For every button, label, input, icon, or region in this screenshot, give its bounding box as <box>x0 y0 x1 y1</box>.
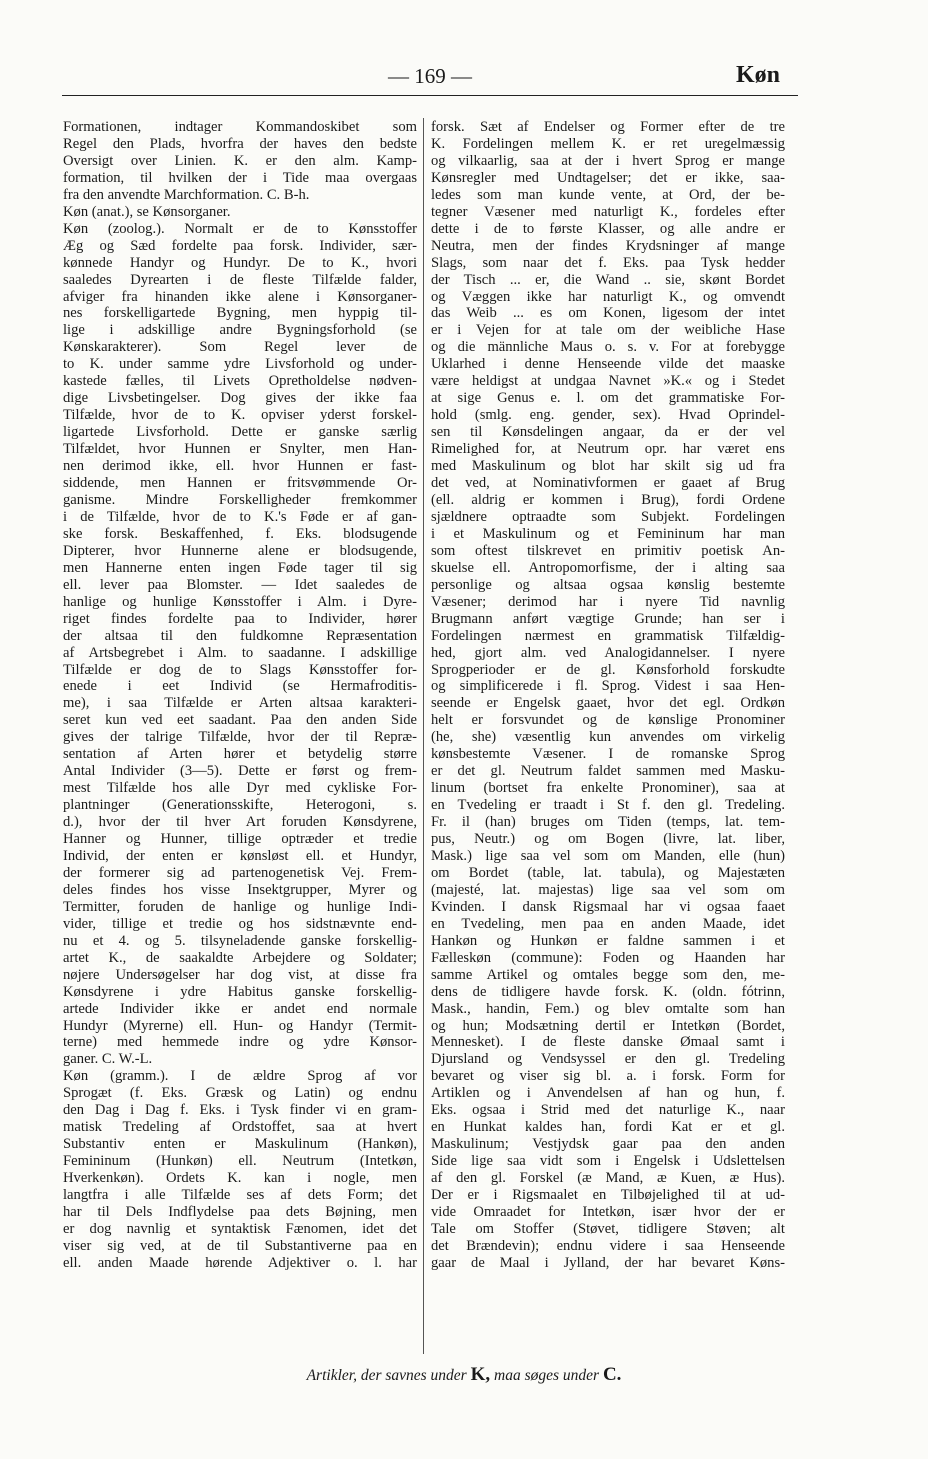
text-line: Kønsregler med Undtagelser; det er ikke, saa- <box>431 169 785 186</box>
text-line: (majesté, lat. majestas) lige saa vel som om <box>431 881 785 898</box>
text-line: ske forsk. Beskaffenhed, f. Eks. blodsugende <box>63 525 417 542</box>
text-line: kastede fælles, til Livets Opretholdelse nødven- <box>63 373 417 390</box>
text-line: dens de tidligere havde forsk. K. (oldn. fótrinn, <box>431 983 785 1000</box>
text-line: den Dag i Dag f. Eks. i Tysk finder vi en gram- <box>63 1102 417 1119</box>
text-line: sen til Kønsdelingen angaar, da er der vel <box>431 424 785 441</box>
text-line: gives der talrige Tilfælde, hvor der til Repræ- <box>63 729 417 746</box>
text-line: Kvinden. I dansk Rigsmaal har vi ogsaa faaet <box>431 898 785 915</box>
footer-letter-k: K, <box>470 1364 491 1385</box>
text-line: viser sig ved, at de til Substantiverne paa en <box>63 1237 417 1254</box>
text-line: Substantiv enten er Maskulinum (Hankøn), <box>63 1136 417 1153</box>
text-line: Djursland og Vendsyssel er den gl. Tredeling <box>431 1051 785 1068</box>
text-line: Mennesket). I de fleste danske Ømaal samt i <box>431 1034 785 1051</box>
text-line: Tilfælde, hvor de to K. opviser yderst forskel- <box>63 407 417 424</box>
text-line: to K. under samme ydre Livsforhold og under- <box>63 356 417 373</box>
text-line: Kønsdyrene i ydre Habitus ganske forskellig- <box>63 983 417 1000</box>
text-line: det Brændevin); endnu videre i saa Henseende <box>431 1237 785 1254</box>
text-line: Der er i Rigsmaalet en Tilbøjelighed til at ud- <box>431 1187 785 1204</box>
text-line: hold (smlg. eng. gender, sex). Hvad Oprindel- <box>431 407 785 424</box>
text-line: nes forskelligartede Bygning, men hyppig til- <box>63 305 417 322</box>
text-line: nøjere Undersøgelser har dog vist, at disse fra <box>63 966 417 983</box>
text-line: af Artsbegrebet i Alm. to saadanne. I adskillige <box>63 644 417 661</box>
text-line: om Bordet (table, lat. tabula), og Majestæten <box>431 864 785 881</box>
text-line: plantninger (Generationsskifte, Heterogoni, s. <box>63 797 417 814</box>
footer-letter-c: C. <box>602 1364 622 1385</box>
text-line: sjældnere optraadte som Subjekt. Fordelingen <box>431 508 785 525</box>
text-line: ell. anden Maade hørende Adjektiver o. l. har <box>63 1254 417 1271</box>
text-line: ell. lever paa Blomster. — Idet saaledes de <box>63 576 417 593</box>
text-line: er det gl. Neutrum faldet sammen med Masku- <box>431 763 785 780</box>
text-line: Antal Individer (3—5). Dette er først og frem- <box>63 763 417 780</box>
text-line: hed, gjort alm. ved Analogidannelser. I nyere <box>431 644 785 661</box>
text-line: Væsener; derimod har i nyere Tid navnlig <box>431 593 785 610</box>
text-line: linum (bortset fra enkelte Pronominer), saa at <box>431 780 785 797</box>
text-line: samme Artikel og omtales begge som den, me- <box>431 966 785 983</box>
text-line: ganer. C. W.-L. <box>63 1051 153 1068</box>
text-line: en Tvedeling er traadt i St f. den gl. Tredeling. <box>431 797 785 814</box>
text-line: Kønskarakterer). Som Regel lever de <box>63 339 417 356</box>
text-line: ligartede Livsforhold. Dette er ganske særlig <box>63 424 417 441</box>
text-line: Dipterer, hvor Hunnerne alene er blodsugende, <box>63 542 417 559</box>
text-line: dette i de to første Klasser, og alle andre er <box>431 220 785 237</box>
text-line: Hanner og Hunner, tillige optræder et tredie <box>63 831 417 848</box>
text-line: tegner Væsener med naturligt K., fordeles efter <box>431 203 785 220</box>
text-line: nen derimod ikke, ell. hvor Hunnen er fast- <box>63 458 417 475</box>
text-line: Tilfælde er dog de to Slags Kønsstoffer for- <box>63 661 417 678</box>
text-line: mest Tilfælde hos alle Dyr med cykliske For- <box>63 780 417 797</box>
text-line: formation, til hvilken der i Tide maa overgaas <box>63 169 417 186</box>
text-line: ledes som man kunde vente, at Ord, der be- <box>431 186 785 203</box>
text-line: Uklarhed i denne Henseende vilde det maaske <box>431 356 785 373</box>
text-line: helt er forsvundet og de kønslige Pronominer <box>431 712 785 729</box>
text-line: Rimelighed for, at Neutrum opr. har været ens <box>431 441 785 458</box>
text-line: Køn (anat.), se Kønsorganer. <box>63 203 231 220</box>
text-line: en Tvedeling, men paa en anden Maade, idet <box>431 915 785 932</box>
text-line: Sprogperioder er de gl. Kønsforhold forskudte <box>431 661 785 678</box>
text-line: Æg og Sæd fordelte paa forsk. Individer, sær- <box>63 237 417 254</box>
text-line: terne) med hemmede indre og ydre Kønsor- <box>63 1034 417 1051</box>
text-line: at sige Genus e. l. om det grammatiske For- <box>431 390 785 407</box>
text-line: saaledes Dyrearten i de fleste Tilfælde falder, <box>63 271 417 288</box>
page-header <box>62 62 798 94</box>
text-line: i de Tilfælde, hvor de to K.'s Føde er af gan- <box>63 508 417 525</box>
text-line: Hankøn og Hunkøn er faldne sammen i et <box>431 932 785 949</box>
text-line: deles findes hos visse Insektgrupper, Myrer og <box>63 881 417 898</box>
footer-note <box>0 1364 928 1386</box>
text-line: Tilfældet, hvor Hunnen er Snylter, men Han- <box>63 441 417 458</box>
page-number: — 169 — <box>388 64 472 88</box>
text-line: vide Omraadet for Intetkøn, især hvor der er <box>431 1204 785 1220</box>
text-line: har til Dels Indflydelse paa dets Bøjning, men <box>63 1204 417 1220</box>
text-line: Regel den Plads, hvorfra der haves den bedste <box>63 135 417 152</box>
text-line: d.), hvor der til hver Art foruden Kønsdyrene, <box>63 814 417 831</box>
text-line: Sprogæt (f. Eks. Græsk og Latin) og endnu <box>63 1085 417 1102</box>
text-line: Oversigt over Linien. K. er den alm. Kamp- <box>63 152 417 169</box>
footer-text-2: maa søges under <box>494 1367 600 1384</box>
left-column <box>63 119 417 1349</box>
text-line: Køn (zoolog.). Normalt er de to Kønsstoffer <box>63 220 417 237</box>
text-line: der altsaa til den fuldkomne Repræsentation <box>63 627 417 644</box>
text-line: seende er Engelsk gaaet, hvor det egl. Ordkøn <box>431 695 785 712</box>
text-line: K. Fordelingen mellem K. er ret uregelmæssig <box>431 135 785 152</box>
text-line: artede Individer ikke er andet end normale <box>63 1000 417 1017</box>
footer-text-1: Artikler, der savnes under <box>306 1367 467 1384</box>
text-line: men Hannerne enten ingen Føde tager til sig <box>63 559 417 576</box>
text-line: (he, she) væsentlig kun anvendes om virkelig <box>431 729 785 746</box>
text-line: Fordelingen nærmest en grammatisk Tilfældig- <box>431 627 785 644</box>
right-column <box>431 119 785 1349</box>
text-line: forsk. Sæt af Endelser og Former efter de tre <box>431 119 785 135</box>
text-line: der Tisch ... er, die Wand .. sie, skønt Bordet <box>431 271 785 288</box>
text-line: Neutra, men der findes Krydsninger af mange <box>431 237 785 254</box>
text-line: Side lige saa vidt som i Engelsk i Udslettelsen <box>431 1153 785 1170</box>
text-line: sentation af Arten hører et betydelig større <box>63 746 417 763</box>
text-line: Mask., handin, Fem.) og blev omtalte som han <box>431 1000 785 1017</box>
text-line: nu et 4. og 5. tilsyneladende ganske forskellig- <box>63 932 417 949</box>
column-divider <box>423 118 424 1354</box>
text-line: siddende, men Hannen er fritsvømmende Or- <box>63 475 417 492</box>
text-line: (ell. aldrig er kommen i Brug), fordi Ordene <box>431 491 785 508</box>
text-line: Individ, der enten er kønsløst ell. et Hundyr, <box>63 847 417 864</box>
text-line: langtfra i alle Tilfælde ses af dets Form; det <box>63 1187 417 1204</box>
header-rule <box>62 95 798 96</box>
text-line: matisk Tredeling af Ordstoffet, saa at hvert <box>63 1119 417 1136</box>
text-line: Maskulinum; Vestjydsk gaar paa den anden <box>431 1136 785 1153</box>
text-line: der formerer sig ad partenogenetisk Vej. Frem- <box>63 864 417 881</box>
text-line: Termitter, foruden de hanlige og hunlige Indi- <box>63 898 417 915</box>
text-line: og hun; Modsætning dertil er Intetkøn (Bordet, <box>431 1017 785 1034</box>
text-line: fra den anvendte Marchformation. C. B-h. <box>63 186 310 203</box>
text-line: enede i eet Individ (se Hermafroditis- <box>63 678 417 695</box>
text-line: være heldigst at undgaa Navnet »K.« og i Stedet <box>431 373 785 390</box>
text-line: Fælleskøn (commune): Foden og Haanden har <box>431 949 785 966</box>
text-line: Tale om Stoffer (Støvet, tidligere Støven; alt <box>431 1220 785 1237</box>
text-line: Artiklen og i Anvendelsen af han og hun, f. <box>431 1085 785 1102</box>
text-line: er i Vejen for at tale om der weibliche Hase <box>431 322 785 339</box>
text-line: en Hunkat kaldes han, fordi Kat er et gl. <box>431 1119 785 1136</box>
text-line: artet K., de saakaldte Arbejdere og Soldater; <box>63 949 417 966</box>
text-line: dige Livsbetingelser. Dog gives der ikke faa <box>63 390 417 407</box>
text-line: Femininum (Hunkøn) ell. Neutrum (Intetkøn, <box>63 1153 417 1170</box>
text-line: Formationen, indtager Kommandoskibet som <box>63 119 417 135</box>
text-line: lige i adskillige andre Bygningsforhold (se <box>63 322 417 339</box>
text-line: skuelse ell. Antropomorfisme, der i alting saa <box>431 559 785 576</box>
text-line: vider, tillige et tredie og hos sidstnævnte end- <box>63 915 417 932</box>
text-line: Mask.) lige saa vel som om Manden, elle (hun) <box>431 847 785 864</box>
text-line: bevaret og viser sig bl. a. i forsk. Form for <box>431 1068 785 1085</box>
text-line: som oftest tilskrevet en primitiv poetisk An- <box>431 542 785 559</box>
text-line: riget findes fordelte paa to Individer, hører <box>63 610 417 627</box>
text-line: afviger fra hinanden ikke alene i Kønsorganer- <box>63 288 417 305</box>
text-line: pus, Neutr.) og om Bogen (livre, lat. liber, <box>431 831 785 848</box>
text-line: me), i saa Tilfælde er Arten altsaa karakteri- <box>63 695 417 712</box>
text-line: og simplificerede i fl. Sprog. Videst i saa Hen- <box>431 678 785 695</box>
text-line: Hverkenkøn). Ordets K. kan i nogle, men <box>63 1170 417 1187</box>
text-line: Eks. ogsaa i Strid med det naturlige K., naar <box>431 1102 785 1119</box>
text-line: seret kun ved eet saadant. Paa den anden Side <box>63 712 417 729</box>
text-line: Hundyr (Myrerne) ell. Hun- og Handyr (Termit- <box>63 1017 417 1034</box>
running-headword: Køn <box>735 62 780 88</box>
text-line: gaar de Maal i Jylland, der har bevaret Køns- <box>431 1254 785 1271</box>
text-line: Brugmann anført vægtige Grunde; han ser i <box>431 610 785 627</box>
text-line: og vilkaarlig, saa at der i hvert Sprog er mange <box>431 152 785 169</box>
text-line: Slags, som naar det f. Eks. paa Tysk hedder <box>431 254 785 271</box>
text-line: med Maskulinum og blot har skilt sig ud fra <box>431 458 785 475</box>
text-line: og die männliche Maus o. s. v. For at forebygge <box>431 339 785 356</box>
text-line: ganisme. Mindre Forskelligheder fremkommer <box>63 491 417 508</box>
text-line: Fr. il (han) bruges om Tiden (temps, lat. tem- <box>431 814 785 831</box>
text-line: og Væggen ikke har naturligt K., og omvendt <box>431 288 785 305</box>
text-line: personlige og altsaa ogsaa kønslig bestemte <box>431 576 785 593</box>
text-line: kønsbestemte Væsener. I de romanske Sprog <box>431 746 785 763</box>
text-line: Køn (gramm.). I de ældre Sprog af vor <box>63 1068 417 1085</box>
text-line: er dog navnlig et syntaktisk Fænomen, idet det <box>63 1220 417 1237</box>
text-line: kønnede Handyr og Hundyr. De to K., hvori <box>63 254 417 271</box>
text-line: i et Maskulinum og et Femininum har man <box>431 525 785 542</box>
text-line: das Weib ... es om Konen, ligesom der intet <box>431 305 785 322</box>
text-line: af den gl. Forskel (æ Mand, æ Kuen, æ Hus). <box>431 1170 785 1187</box>
text-line: det ved, at Nominativformen er gaaet af Brug <box>431 475 785 492</box>
text-line: hanlige og hunlige Kønsstoffer i Alm. i Dyre- <box>63 593 417 610</box>
